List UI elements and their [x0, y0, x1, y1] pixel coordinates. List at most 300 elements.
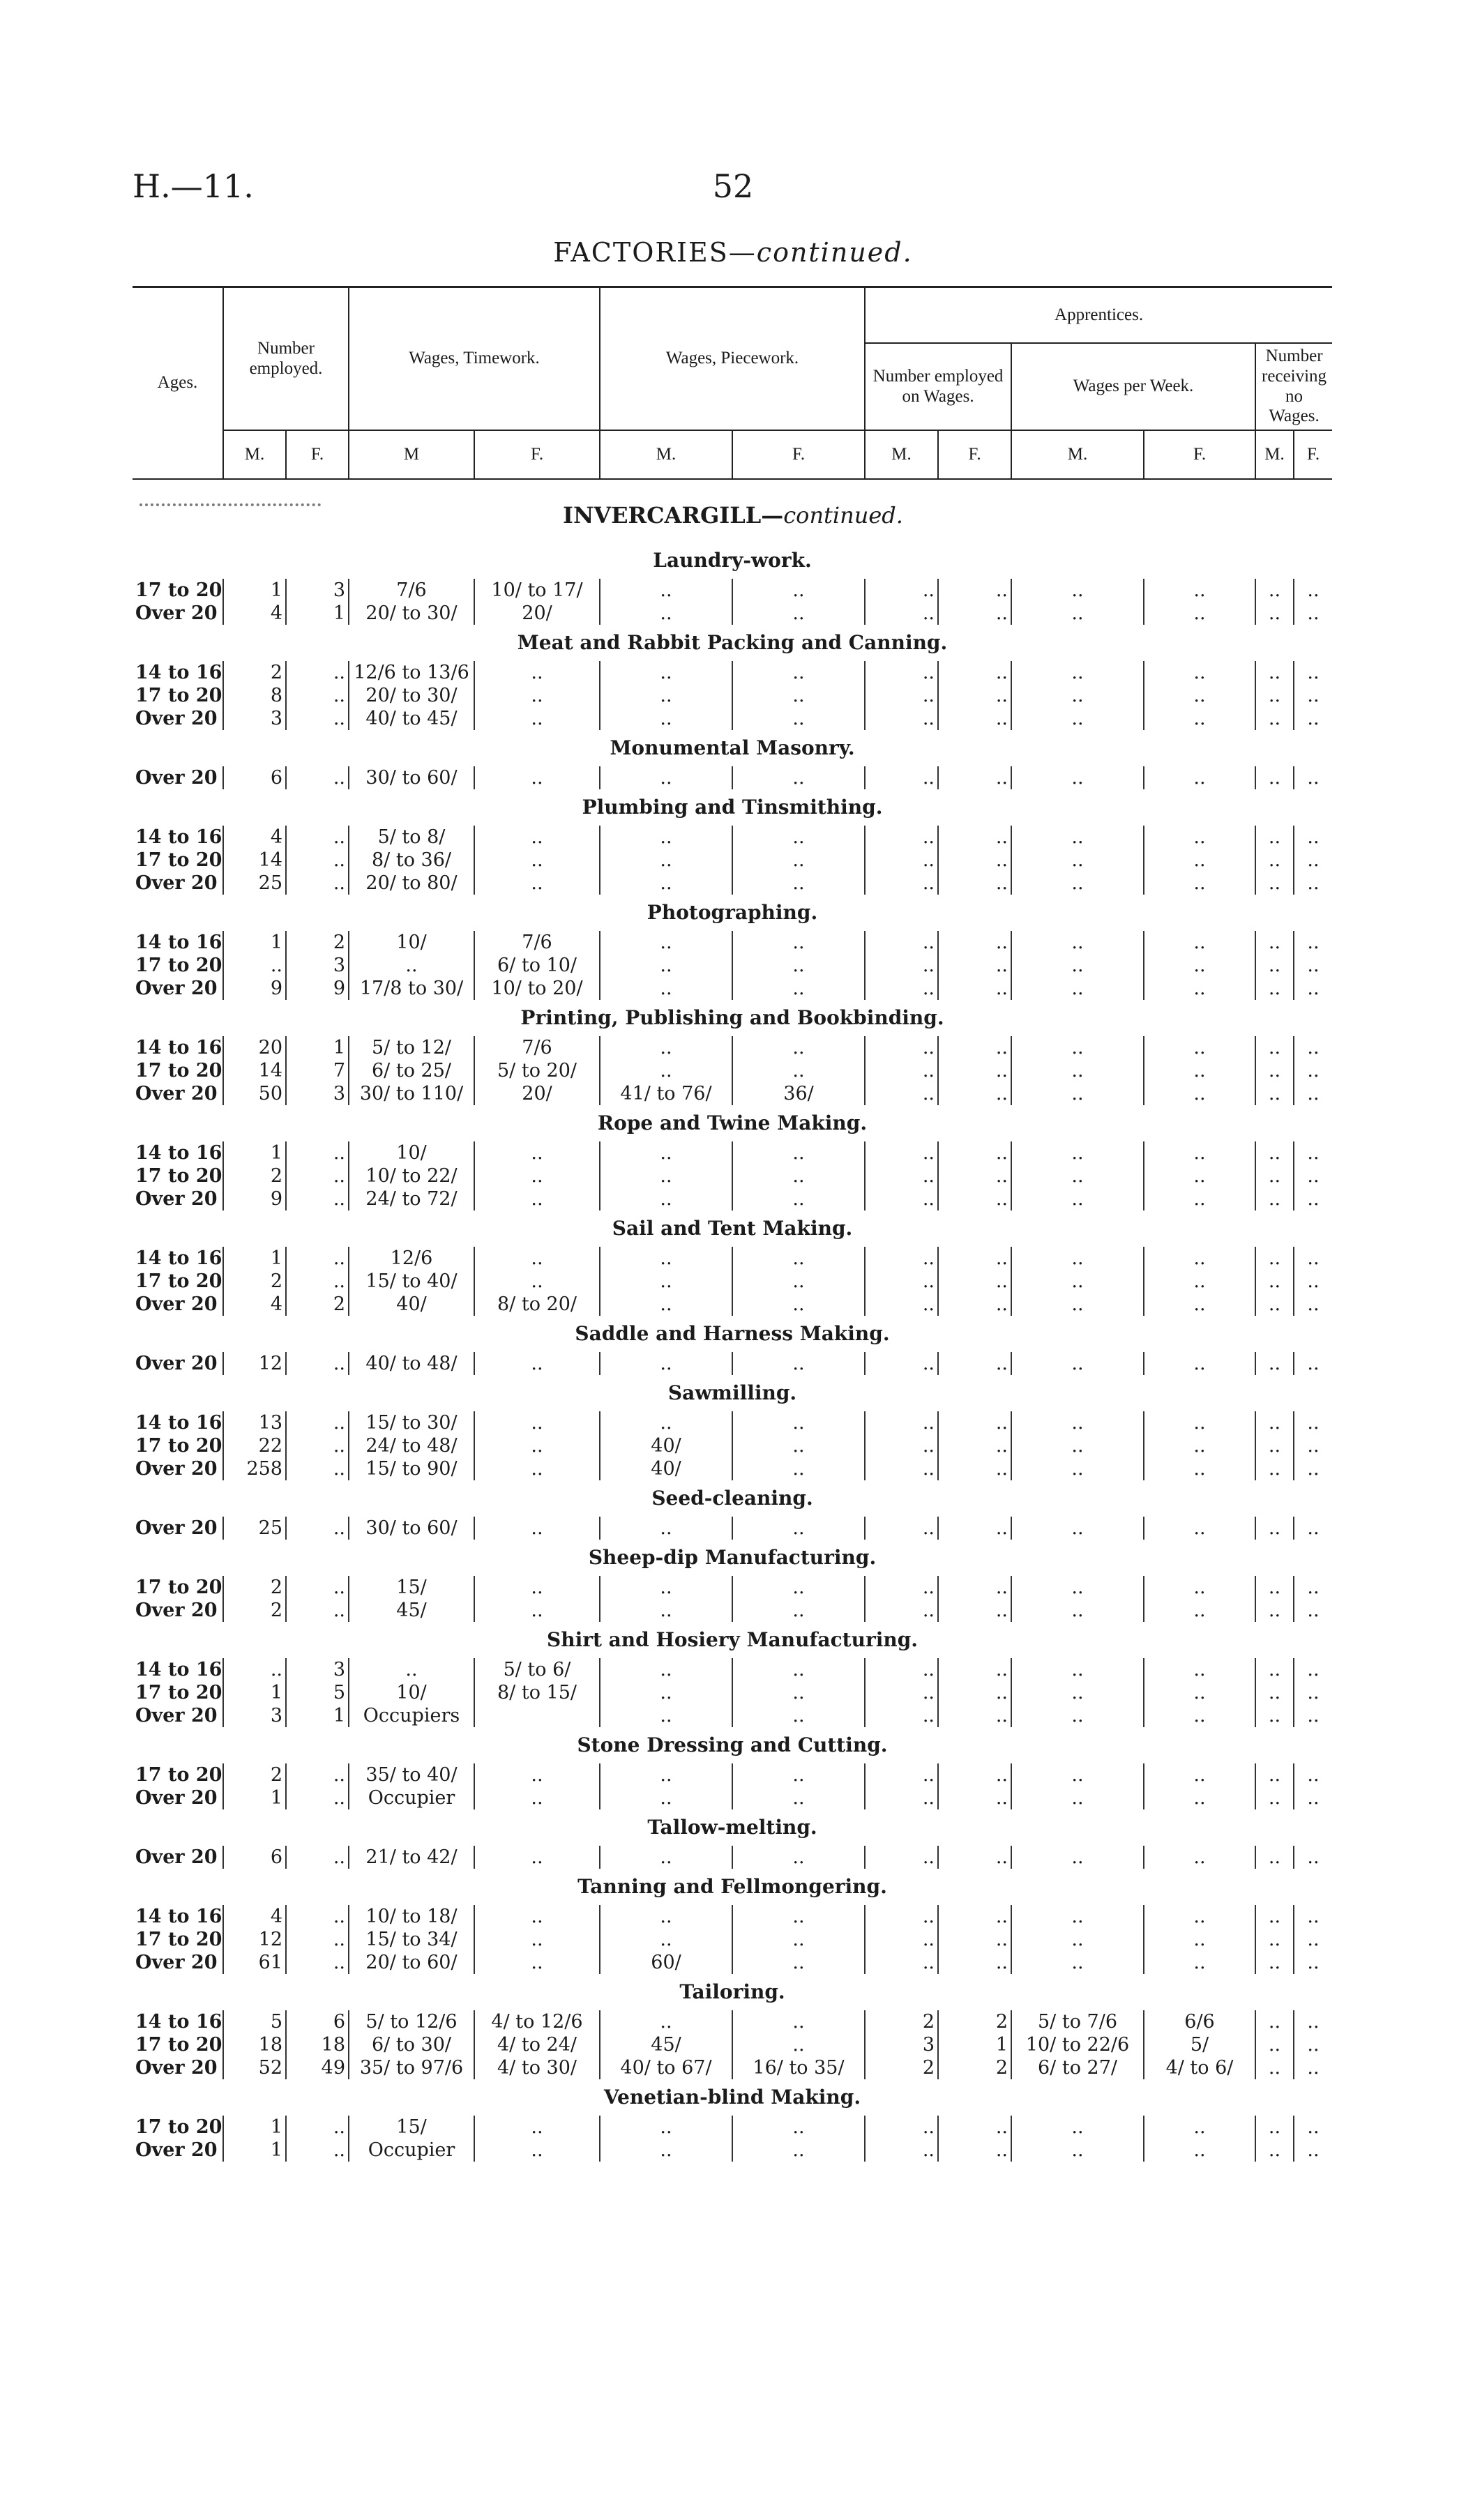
cell-piecework-m: ..: [600, 1846, 732, 1869]
cell-age: 14 to 16: [135, 1906, 222, 1927]
cell-timework-f: ..: [474, 1576, 600, 1599]
cell-timework-m: Occupier: [349, 1786, 474, 1809]
cell-app-employed-m: ..: [865, 826, 938, 849]
report-code: H.—11.: [133, 167, 254, 205]
cell-app-wages-f: ..: [1144, 1164, 1255, 1187]
industry-name: Venetian-blind Making.: [603, 2086, 861, 2109]
industry-heading-row: [133, 625, 1332, 661]
page-header: [0, 167, 1466, 216]
cell-employed-m: 4: [223, 1293, 286, 1316]
cell-piecework-m: ..: [600, 1164, 732, 1187]
cell-employed-f: ..: [286, 1457, 349, 1480]
cell-app-employed-m: ..: [865, 579, 938, 602]
cell-timework-m: 45/: [349, 1599, 474, 1622]
cell-app-employed-m: 2: [865, 2010, 938, 2033]
industry-name: Printing, Publishing and Bookbinding.: [520, 1006, 944, 1029]
header-f: F.: [1144, 430, 1255, 479]
cell-age: Over 20: [135, 767, 218, 789]
cell-piecework-f: ..: [732, 1763, 865, 1786]
cell-app-employed-m: ..: [865, 1786, 938, 1809]
cell-app-employed-f: 2: [938, 2056, 1011, 2079]
industry-heading-row: [133, 1869, 1332, 1905]
cell-piecework-m: ..: [600, 1905, 732, 1928]
cell-piecework-f: ..: [732, 1270, 865, 1293]
cell-no-wages-f: ..: [1294, 1681, 1332, 1704]
cell-employed-m: 12: [223, 1352, 286, 1375]
cell-app-employed-f: ..: [938, 1951, 1011, 1974]
table-row: [133, 2033, 1332, 2056]
cell-app-employed-m: ..: [865, 1846, 938, 1869]
table-row: [133, 1599, 1332, 1622]
cell-employed-f: ..: [286, 1141, 349, 1164]
cell-app-employed-m: ..: [865, 2139, 938, 2162]
cell-timework-f: ..: [474, 826, 600, 849]
cell-piecework-m: 40/: [600, 1457, 732, 1480]
cell-app-employed-f: ..: [938, 849, 1011, 872]
cell-no-wages-f: ..: [1294, 2033, 1332, 2056]
cell-piecework-m: ..: [600, 954, 732, 977]
cell-timework-m: 10/: [349, 1681, 474, 1704]
table-row: [133, 661, 1332, 684]
cell-app-wages-m: ..: [1011, 1951, 1144, 1974]
cell-piecework-m: 40/ to 67/: [600, 2056, 732, 2079]
table-row: [133, 1082, 1332, 1105]
table-row: [133, 954, 1332, 977]
industry-heading-row: [133, 1210, 1332, 1247]
cell-app-wages-m: ..: [1011, 684, 1144, 707]
cell-piecework-m: ..: [600, 602, 732, 625]
cell-app-wages-m: ..: [1011, 826, 1144, 849]
cell-employed-m: 52: [223, 2056, 286, 2079]
cell-app-wages-f: 5/: [1144, 2033, 1255, 2056]
cell-no-wages-m: ..: [1255, 1036, 1294, 1059]
cell-app-wages-m: ..: [1011, 1187, 1144, 1210]
table-row: [133, 1059, 1332, 1082]
cell-app-wages-m: ..: [1011, 1704, 1144, 1727]
cell-no-wages-m: ..: [1255, 1141, 1294, 1164]
cell-no-wages-f: ..: [1294, 931, 1332, 954]
cell-piecework-m: ..: [600, 1411, 732, 1434]
cell-piecework-f: ..: [732, 1036, 865, 1059]
cell-timework-m: 15/ to 90/: [349, 1457, 474, 1480]
cell-employed-f: ..: [286, 1599, 349, 1622]
cell-app-wages-f: ..: [1144, 1786, 1255, 1809]
cell-app-employed-f: ..: [938, 1247, 1011, 1270]
cell-app-wages-m: ..: [1011, 602, 1144, 625]
cell-app-wages-m: ..: [1011, 1082, 1144, 1105]
cell-app-employed-m: ..: [865, 1187, 938, 1210]
table-row: [133, 1704, 1332, 1727]
cell-timework-f: ..: [474, 661, 600, 684]
header-number-employed: Number employed.: [223, 287, 349, 431]
cell-no-wages-f: ..: [1294, 849, 1332, 872]
cell-employed-m: 5: [223, 2010, 286, 2033]
industry-name: Plumbing and Tinsmithing.: [582, 796, 883, 819]
cell-piecework-m: ..: [600, 1928, 732, 1951]
table-row: [133, 826, 1332, 849]
cell-piecework-m: ..: [600, 1293, 732, 1316]
cell-app-employed-m: ..: [865, 1576, 938, 1599]
cell-no-wages-f: ..: [1294, 1786, 1332, 1809]
cell-piecework-f: ..: [732, 1352, 865, 1375]
title-main: FACTORIES—: [553, 237, 757, 268]
table-row: [133, 707, 1332, 730]
cell-piecework-m: 40/: [600, 1434, 732, 1457]
cell-age: Over 20: [135, 708, 218, 729]
cell-app-wages-f: ..: [1144, 1951, 1255, 1974]
industry-heading-row: [133, 1809, 1332, 1846]
cell-employed-m: 2: [223, 1270, 286, 1293]
industry-heading-row: [133, 2079, 1332, 2116]
cell-age: Over 20: [135, 1517, 218, 1539]
cell-timework-f: ..: [474, 1187, 600, 1210]
cell-employed-m: 22: [223, 1434, 286, 1457]
cell-no-wages-m: ..: [1255, 1164, 1294, 1187]
cell-piecework-m: ..: [600, 2116, 732, 2139]
cell-app-employed-m: ..: [865, 1434, 938, 1457]
cell-timework-f: ..: [474, 1905, 600, 1928]
cell-timework-m: 6/ to 25/: [349, 1059, 474, 1082]
cell-age: Over 20: [135, 1458, 218, 1480]
header-ages: Ages.: [133, 287, 223, 480]
cell-age: 17 to 20: [135, 2034, 222, 2056]
cell-app-employed-f: ..: [938, 977, 1011, 1000]
cell-app-employed-m: ..: [865, 1928, 938, 1951]
cell-timework-m: 24/ to 72/: [349, 1187, 474, 1210]
cell-no-wages-f: ..: [1294, 2139, 1332, 2162]
cell-app-employed-f: ..: [938, 1352, 1011, 1375]
cell-timework-f: 6/ to 10/: [474, 954, 600, 977]
cell-age: 17 to 20: [135, 1764, 222, 1786]
cell-app-employed-f: ..: [938, 1293, 1011, 1316]
cell-app-wages-m: ..: [1011, 931, 1144, 954]
industry-name: Tailoring.: [679, 1980, 785, 2003]
cell-no-wages-m: ..: [1255, 977, 1294, 1000]
cell-timework-m: 10/ to 18/: [349, 1905, 474, 1928]
cell-no-wages-m: ..: [1255, 2033, 1294, 2056]
cell-app-employed-m: ..: [865, 1164, 938, 1187]
cell-employed-m: 50: [223, 1082, 286, 1105]
cell-no-wages-m: ..: [1255, 1270, 1294, 1293]
cell-piecework-f: ..: [732, 1187, 865, 1210]
cell-piecework-m: ..: [600, 1036, 732, 1059]
table-row: [133, 1164, 1332, 1187]
cell-timework-m: 40/ to 45/: [349, 707, 474, 730]
header-m: M.: [223, 430, 286, 479]
cell-age: 17 to 20: [135, 1929, 222, 1950]
cell-age: 17 to 20: [135, 1060, 222, 1081]
cell-timework-f: ..: [474, 1164, 600, 1187]
cell-app-wages-m: ..: [1011, 1763, 1144, 1786]
cell-no-wages-f: ..: [1294, 1599, 1332, 1622]
cell-no-wages-m: ..: [1255, 1059, 1294, 1082]
cell-employed-m: 2: [223, 1763, 286, 1786]
cell-piecework-f: 16/ to 35/: [732, 2056, 865, 2079]
cell-app-employed-m: ..: [865, 1247, 938, 1270]
cell-piecework-f: 36/: [732, 1082, 865, 1105]
cell-timework-f: ..: [474, 1247, 600, 1270]
cell-app-wages-m: 6/ to 27/: [1011, 2056, 1144, 2079]
cell-app-wages-f: ..: [1144, 1763, 1255, 1786]
cell-piecework-f: ..: [732, 1576, 865, 1599]
cell-timework-f: 4/ to 30/: [474, 2056, 600, 2079]
cell-no-wages-m: ..: [1255, 1846, 1294, 1869]
industry-name: Tanning and Fellmongering.: [577, 1875, 887, 1898]
cell-timework-m: ..: [349, 1658, 474, 1681]
cell-piecework-f: ..: [732, 1164, 865, 1187]
cell-age: 17 to 20: [135, 849, 222, 871]
cell-employed-f: ..: [286, 1905, 349, 1928]
cell-piecework-f: ..: [732, 826, 865, 849]
cell-app-employed-f: ..: [938, 579, 1011, 602]
cell-app-wages-m: ..: [1011, 1846, 1144, 1869]
cell-employed-m: 3: [223, 707, 286, 730]
industry-name: Laundry-work.: [653, 549, 812, 572]
cell-app-wages-f: ..: [1144, 872, 1255, 895]
cell-piecework-f: ..: [732, 872, 865, 895]
cell-app-employed-m: ..: [865, 1704, 938, 1727]
table-row: [133, 1270, 1332, 1293]
cell-piecework-m: ..: [600, 1786, 732, 1809]
cell-timework-m: Occupier: [349, 2139, 474, 2162]
cell-no-wages-m: ..: [1255, 1517, 1294, 1540]
cell-app-employed-m: ..: [865, 977, 938, 1000]
cell-app-employed-m: 3: [865, 2033, 938, 2056]
cell-timework-m: 40/: [349, 1293, 474, 1316]
cell-no-wages-f: ..: [1294, 1411, 1332, 1434]
cell-piecework-f: ..: [732, 1293, 865, 1316]
cell-app-employed-m: ..: [865, 954, 938, 977]
cell-timework-f: ..: [474, 1763, 600, 1786]
cell-no-wages-m: ..: [1255, 2116, 1294, 2139]
table-row: [133, 1141, 1332, 1164]
cell-timework-m: 15/: [349, 1576, 474, 1599]
cell-app-wages-m: ..: [1011, 1658, 1144, 1681]
cell-timework-f: 20/: [474, 1082, 600, 1105]
cell-app-wages-f: ..: [1144, 1352, 1255, 1375]
cell-piecework-f: ..: [732, 579, 865, 602]
table-row: [133, 977, 1332, 1000]
cell-no-wages-m: ..: [1255, 1599, 1294, 1622]
header-f: F.: [1294, 430, 1332, 479]
industry-heading-row: [133, 1622, 1332, 1658]
cell-app-wages-m: ..: [1011, 977, 1144, 1000]
table-row: [133, 1036, 1332, 1059]
cell-timework-f: ..: [474, 872, 600, 895]
header-wages-timework: Wages, Timework.: [349, 287, 600, 431]
cell-age: Over 20: [135, 1353, 218, 1374]
cell-employed-f: ..: [286, 707, 349, 730]
cell-timework-f: 10/ to 20/: [474, 977, 600, 1000]
cell-app-employed-m: ..: [865, 1059, 938, 1082]
cell-no-wages-m: ..: [1255, 826, 1294, 849]
cell-employed-m: 1: [223, 1681, 286, 1704]
cell-app-employed-f: ..: [938, 2116, 1011, 2139]
industry-name: Photographing.: [647, 901, 818, 924]
cell-no-wages-f: ..: [1294, 826, 1332, 849]
cell-timework-m: 20/ to 60/: [349, 1951, 474, 1974]
table-row: [133, 1293, 1332, 1316]
cell-employed-m: 12: [223, 1928, 286, 1951]
cell-piecework-m: ..: [600, 1270, 732, 1293]
cell-app-wages-f: ..: [1144, 1270, 1255, 1293]
cell-age: Over 20: [135, 1083, 218, 1105]
cell-timework-m: 35/ to 97/6: [349, 2056, 474, 2079]
cell-timework-m: 5/ to 12/6: [349, 2010, 474, 2033]
cell-employed-f: 18: [286, 2033, 349, 2056]
cell-app-wages-f: ..: [1144, 2116, 1255, 2139]
cell-app-employed-m: ..: [865, 602, 938, 625]
cell-app-employed-m: ..: [865, 1763, 938, 1786]
cell-age: Over 20: [135, 978, 218, 999]
industry-heading-row: [133, 895, 1332, 931]
cell-no-wages-f: ..: [1294, 977, 1332, 1000]
cell-no-wages-m: ..: [1255, 1082, 1294, 1105]
cell-age: 14 to 16: [135, 826, 222, 848]
cell-app-employed-f: ..: [938, 1928, 1011, 1951]
cell-age: 17 to 20: [135, 955, 222, 976]
industry-name: Sheep-dip Manufacturing.: [588, 1546, 877, 1569]
industry-heading-row: [133, 1540, 1332, 1576]
cell-no-wages-f: ..: [1294, 2116, 1332, 2139]
cell-employed-m: 1: [223, 1247, 286, 1270]
cell-timework-f: ..: [474, 1517, 600, 1540]
cell-employed-f: 7: [286, 1059, 349, 1082]
cell-timework-f: ..: [474, 707, 600, 730]
industry-heading-row: [133, 789, 1332, 826]
cell-no-wages-f: ..: [1294, 1763, 1332, 1786]
cell-app-wages-m: ..: [1011, 1786, 1144, 1809]
cell-timework-m: 40/ to 48/: [349, 1352, 474, 1375]
cell-no-wages-f: ..: [1294, 766, 1332, 789]
cell-no-wages-m: ..: [1255, 1681, 1294, 1704]
cell-timework-m: 30/ to 110/: [349, 1082, 474, 1105]
cell-employed-m: 9: [223, 1187, 286, 1210]
cell-employed-f: ..: [286, 1352, 349, 1375]
cell-piecework-m: 60/: [600, 1951, 732, 1974]
cell-employed-f: ..: [286, 1517, 349, 1540]
cell-app-wages-f: ..: [1144, 1457, 1255, 1480]
cell-age: 14 to 16: [135, 1247, 222, 1269]
cell-age: 17 to 20: [135, 579, 222, 601]
cell-timework-f: 8/ to 20/: [474, 1293, 600, 1316]
cell-app-employed-m: ..: [865, 1082, 938, 1105]
cell-no-wages-f: ..: [1294, 684, 1332, 707]
cell-app-wages-m: ..: [1011, 849, 1144, 872]
cell-timework-m: 8/ to 36/: [349, 849, 474, 872]
cell-employed-f: 49: [286, 2056, 349, 2079]
cell-app-wages-m: ..: [1011, 1434, 1144, 1457]
header-f: F.: [938, 430, 1011, 479]
cell-piecework-m: ..: [600, 1658, 732, 1681]
cell-no-wages-f: ..: [1294, 2056, 1332, 2079]
cell-app-wages-m: ..: [1011, 1141, 1144, 1164]
header-f: F.: [474, 430, 600, 479]
cell-no-wages-f: ..: [1294, 1059, 1332, 1082]
cell-piecework-f: ..: [732, 2010, 865, 2033]
cell-employed-m: 2: [223, 1164, 286, 1187]
cell-app-wages-m: ..: [1011, 1576, 1144, 1599]
cell-piecework-f: ..: [732, 954, 865, 977]
cell-timework-m: 10/: [349, 931, 474, 954]
cell-employed-f: ..: [286, 1187, 349, 1210]
cell-timework-f: 5/ to 6/: [474, 1658, 600, 1681]
cell-app-employed-f: ..: [938, 931, 1011, 954]
industry-heading-row: [133, 1480, 1332, 1517]
cell-age: 17 to 20: [135, 685, 222, 706]
cell-employed-m: 2: [223, 1576, 286, 1599]
industry-name: Sawmilling.: [667, 1381, 797, 1404]
cell-piecework-m: ..: [600, 872, 732, 895]
cell-piecework-f: ..: [732, 1247, 865, 1270]
cell-age: Over 20: [135, 1787, 218, 1809]
table-row: [133, 1517, 1332, 1540]
cell-app-wages-f: ..: [1144, 1928, 1255, 1951]
cell-age: 17 to 20: [135, 1577, 222, 1598]
cell-piecework-m: ..: [600, 931, 732, 954]
cell-no-wages-f: ..: [1294, 1036, 1332, 1059]
cell-timework-m: 12/6 to 13/6: [349, 661, 474, 684]
cell-no-wages-m: ..: [1255, 1576, 1294, 1599]
cell-app-wages-f: ..: [1144, 2139, 1255, 2162]
cell-app-wages-f: ..: [1144, 579, 1255, 602]
cell-employed-f: 1: [286, 1704, 349, 1727]
cell-piecework-m: ..: [600, 1599, 732, 1622]
cell-no-wages-m: ..: [1255, 954, 1294, 977]
table-row: [133, 766, 1332, 789]
cell-app-employed-f: ..: [938, 1786, 1011, 1809]
cell-piecework-f: ..: [732, 602, 865, 625]
cell-app-wages-m: ..: [1011, 1681, 1144, 1704]
industry-heading-row: [133, 1316, 1332, 1352]
cell-app-employed-f: 1: [938, 2033, 1011, 2056]
cell-no-wages-m: ..: [1255, 1411, 1294, 1434]
cell-employed-f: 3: [286, 579, 349, 602]
cell-app-employed-f: ..: [938, 954, 1011, 977]
header-m: M: [349, 430, 474, 479]
cell-piecework-f: ..: [732, 684, 865, 707]
cell-app-wages-f: ..: [1144, 707, 1255, 730]
cell-no-wages-f: ..: [1294, 1704, 1332, 1727]
cell-timework-m: 10/: [349, 1141, 474, 1164]
cell-age: Over 20: [135, 1188, 218, 1210]
cell-piecework-m: ..: [600, 1681, 732, 1704]
cell-employed-m: 4: [223, 602, 286, 625]
cell-piecework-f: ..: [732, 1786, 865, 1809]
cell-app-wages-m: ..: [1011, 1517, 1144, 1540]
cell-employed-m: 1: [223, 2116, 286, 2139]
industry-heading-row: [133, 1974, 1332, 2010]
cell-piecework-m: ..: [600, 661, 732, 684]
cell-no-wages-m: ..: [1255, 579, 1294, 602]
cell-app-employed-f: ..: [938, 707, 1011, 730]
cell-app-employed-f: ..: [938, 766, 1011, 789]
cell-timework-m: 15/ to 40/: [349, 1270, 474, 1293]
cell-no-wages-m: ..: [1255, 661, 1294, 684]
cell-timework-m: 30/ to 60/: [349, 1517, 474, 1540]
cell-piecework-f: ..: [732, 1411, 865, 1434]
header-wages-piecework: Wages, Piecework.: [600, 287, 865, 431]
cell-app-wages-f: ..: [1144, 1905, 1255, 1928]
cell-piecework-m: 45/: [600, 2033, 732, 2056]
cell-piecework-m: ..: [600, 1763, 732, 1786]
cell-employed-f: ..: [286, 766, 349, 789]
cell-timework-m: 7/6: [349, 579, 474, 602]
cell-no-wages-m: ..: [1255, 1187, 1294, 1210]
cell-employed-f: ..: [286, 1164, 349, 1187]
wages-table: [133, 542, 1332, 2162]
cell-employed-f: ..: [286, 684, 349, 707]
